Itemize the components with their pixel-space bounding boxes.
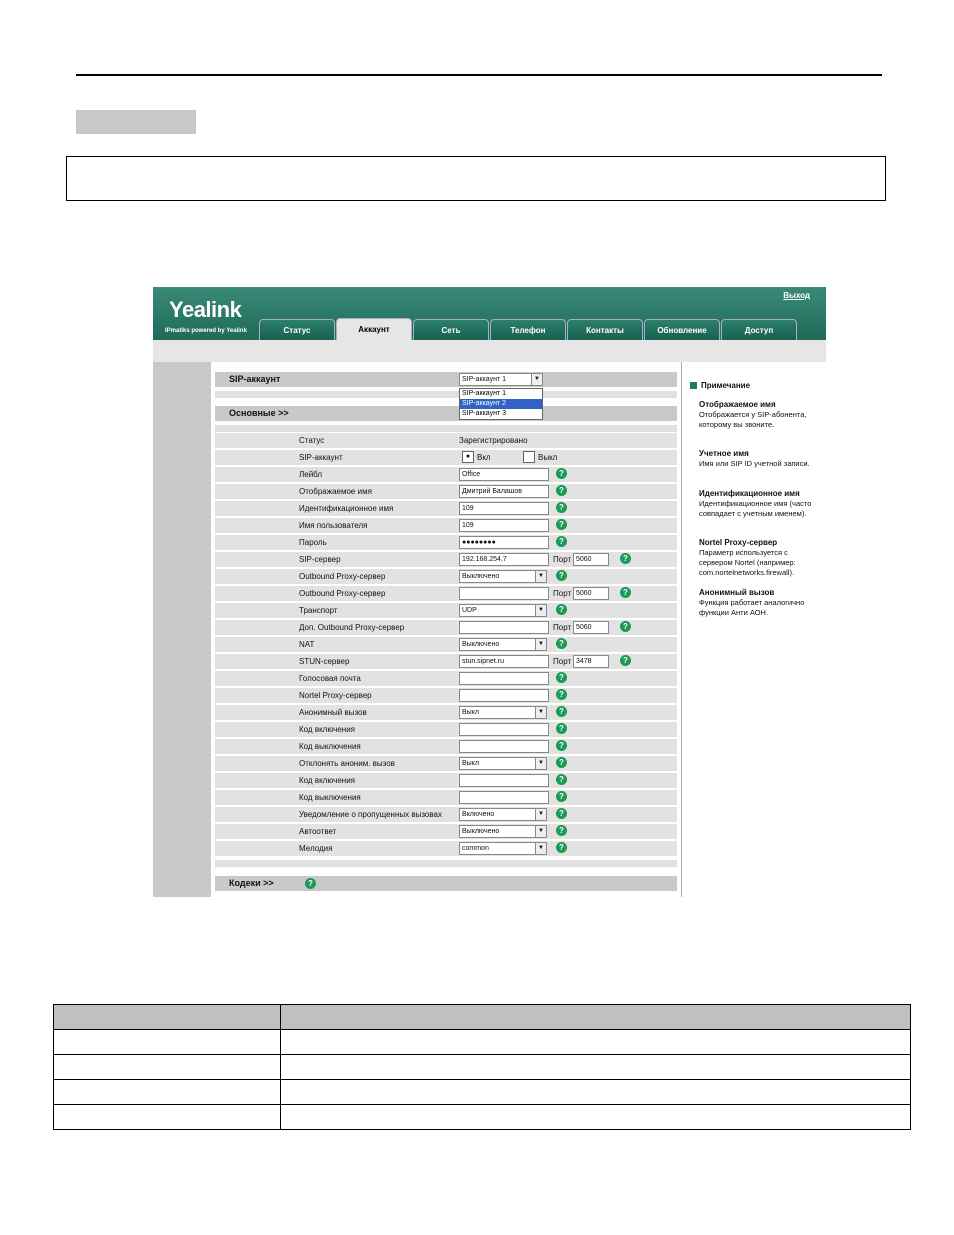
table-row [54,1055,911,1080]
outbound-select-label: Outbound Proxy-сервер [299,572,386,581]
stun-label: STUN-сервер [299,657,350,666]
port-label: Порт [553,555,572,564]
row-off-code-2 [215,790,677,805]
ringtone-label: Мелодия [299,844,333,853]
off-code-2-input[interactable] [459,791,549,804]
stun-port-input[interactable]: 3478 [573,655,609,668]
table-cell [54,1055,281,1080]
notes-pane [681,362,826,897]
help-icon[interactable]: ? [556,570,567,581]
nortel-label: Nortel Proxy-сервер [299,691,372,700]
auto-answer-label: Автоответ [299,827,337,836]
help-icon[interactable]: ? [556,485,567,496]
sip-account-section [215,372,677,387]
on-code-label: Код включения [299,725,355,734]
password-input[interactable]: ●●●●●●●● [459,536,549,549]
row-auto-answer [215,824,677,839]
sip-enable-label: SIP-аккаунт [299,453,343,462]
help-icon[interactable]: ? [556,689,567,700]
note-text: Функция работает аналогично функции Анти АОН. [699,598,805,617]
missed-calls-label: Уведомление о пропущенных вызовах [299,810,442,819]
row-sip-enable [215,450,677,465]
table-cell [281,1105,911,1130]
off-code-2-label: Код выключения [299,793,361,802]
radio-off[interactable] [523,451,535,463]
voicemail-input[interactable] [459,672,549,685]
status-value: Зарегистрировано [459,436,528,445]
transport-label: Транспорт [299,606,338,615]
on-code-2-label: Код включения [299,776,355,785]
row-missed-calls [215,807,677,822]
left-pane [153,362,211,897]
nat-select[interactable] [459,638,547,651]
nat-value: Выключено [462,641,500,648]
username-input[interactable]: 109 [459,519,549,532]
nortel-input[interactable] [459,689,549,702]
logout-link[interactable]: Выход [783,291,810,300]
display-name-input[interactable]: Дмитрий Балашов [459,485,549,498]
missed-calls-select[interactable] [459,808,547,821]
voicemail-label: Голосовая почта [299,674,361,683]
help-icon[interactable]: ? [556,502,567,513]
help-icon[interactable]: ? [556,825,567,836]
chevron-down-icon: ▼ [535,809,546,820]
note-text: Параметр используется с сервером Nortel (например: com.nortelnetworks.firewall). [699,548,796,577]
tab-phone[interactable]: Телефон [490,319,566,340]
table-cell [54,1080,281,1105]
tab-contacts[interactable]: Контакты [567,319,643,340]
account-form [211,362,681,897]
on-code-input[interactable] [459,723,549,736]
row-on-code [215,722,677,737]
anonymous-value: Выкл [462,709,479,716]
row-transport [215,603,677,618]
port-label: Порт [553,589,572,598]
help-icon[interactable]: ? [620,655,631,666]
table-header-cell [281,1005,911,1030]
row-outbound-select [215,569,677,584]
tab-network[interactable]: Сеть [413,319,489,340]
table-cell [281,1030,911,1055]
tab-account[interactable]: Аккаунт [336,318,412,340]
note-heading: Nortel Proxy-сервер [699,538,778,547]
auth-name-input[interactable]: 109 [459,502,549,515]
table-row [54,1105,911,1130]
divider [215,425,677,432]
divider [215,860,677,867]
row-voicemail [215,671,677,686]
chevron-down-icon: ▼ [535,639,546,650]
port-label: Порт [553,623,572,632]
row-stun [215,654,677,669]
status-label: Статус [299,436,325,445]
sip-server-label: SIP-сервер [299,555,341,564]
table-cell [281,1080,911,1105]
off-code-input[interactable] [459,740,549,753]
header-tag [76,110,196,134]
note-heading: Учетное имя [699,449,749,458]
note-text: Отображается у SIP-абонента, которому вы звоните. [699,410,807,429]
help-icon[interactable]: ? [556,791,567,802]
web-ui-screenshot [153,287,826,897]
backup-outbound-input[interactable] [459,621,549,634]
table-row [54,1080,911,1105]
top-rule [76,74,882,76]
dropdown-option[interactable]: SIP-аккаунт 1 [462,390,507,397]
row-nat [215,637,677,652]
off-code-label: Код выключения [299,742,361,751]
outbound-select-value: Выключено [462,573,500,580]
note-text: Имя или SIP ID учетной записи. [699,459,810,468]
row-reject-anonymous [215,756,677,771]
help-icon[interactable]: ? [556,774,567,785]
codecs-section[interactable] [215,876,677,891]
chevron-down-icon: ▼ [531,374,542,385]
chevron-down-icon: ▼ [535,758,546,769]
backup-outbound-label: Доп. Outbound Proxy-сервер [299,623,405,632]
auto-answer-select[interactable] [459,825,547,838]
row-anonymous [215,705,677,720]
help-icon[interactable]: ? [620,621,631,632]
help-icon[interactable]: ? [305,878,316,889]
help-icon[interactable]: ? [556,604,567,615]
radio-on[interactable]: ● [462,451,474,463]
note-heading: Анонимный вызов [699,588,775,597]
nat-label: NAT [299,640,315,649]
logo-subtitle: IPmatiks powered by Yealink [165,328,247,334]
table-header [54,1005,911,1030]
sip-account-select[interactable] [459,373,543,386]
label-label: Лейбл [299,470,323,479]
reject-anonymous-label: Отклонять аноним. вызов [299,759,395,768]
chevron-down-icon: ▼ [535,843,546,854]
ringtone-select[interactable] [459,842,547,855]
label-input[interactable]: Office [459,468,549,481]
stun-input[interactable]: stun.sipnet.ru [459,655,549,668]
missed-calls-value: Включено [462,811,495,818]
parameter-table [53,1004,911,1130]
sip-account-dropdown-list [459,388,543,420]
row-off-code [215,739,677,754]
help-icon[interactable]: ? [620,587,631,598]
table-cell [54,1030,281,1055]
transport-value: UDP [462,607,477,614]
chevron-down-icon: ▼ [535,571,546,582]
help-icon[interactable]: ? [556,723,567,734]
radio-off-label: Выкл [538,453,558,462]
radio-on-label: Вкл [477,453,491,462]
chevron-down-icon: ▼ [535,826,546,837]
row-label [215,467,677,482]
dropdown-option[interactable]: SIP-аккаунт 3 [462,410,507,417]
sip-server-port-input[interactable]: 5060 [573,553,609,566]
auto-answer-value: Выключено [462,828,500,835]
help-icon[interactable]: ? [556,519,567,530]
password-label: Пароль [299,538,327,547]
tab-access[interactable]: Доступ [721,319,797,340]
row-username [215,518,677,533]
codecs-label: Кодеки >> [229,878,274,888]
row-outbound-server [215,586,677,601]
row-backup-outbound [215,620,677,635]
text-frame [66,156,886,201]
display-name-label: Отображаемое имя [299,487,372,496]
row-on-code-2 [215,773,677,788]
note-text: Идентификационное имя (часто совпадает с учетным именем). [699,499,812,518]
row-display-name [215,484,677,499]
username-label: Имя пользователя [299,521,368,530]
transport-select[interactable] [459,604,547,617]
row-sip-server [215,552,677,567]
help-icon[interactable]: ? [556,706,567,717]
sub-bar [153,340,826,363]
sip-account-label: SIP-аккаунт [229,374,281,384]
help-icon[interactable]: ? [556,842,567,853]
sip-account-selected: SIP-аккаунт 1 [462,376,507,383]
tab-update[interactable]: Обновление [644,319,720,340]
on-code-2-input[interactable] [459,774,549,787]
help-icon[interactable]: ? [556,468,567,479]
basic-section[interactable]: Основные >> [215,406,677,421]
notes-title: Примечание [701,381,751,390]
ui-header [153,287,826,340]
reject-anonymous-select[interactable] [459,757,547,770]
help-icon[interactable]: ? [556,638,567,649]
anonymous-select[interactable] [459,706,547,719]
yealink-logo: Yealink [169,297,242,322]
reject-anonymous-value: Выкл [462,760,479,767]
table-cell [54,1105,281,1130]
table-row [54,1030,911,1055]
help-icon[interactable]: ? [620,553,631,564]
auth-name-label: Идентификационное имя [299,504,394,513]
row-ringtone [215,841,677,856]
outbound-select[interactable] [459,570,547,583]
backup-port-input[interactable]: 5060 [573,621,609,634]
help-icon[interactable]: ? [556,740,567,751]
chevron-down-icon: ▼ [535,707,546,718]
row-auth-name [215,501,677,516]
chevron-down-icon: ▼ [535,605,546,616]
tab-status[interactable]: Статус [259,319,335,340]
nav-tabs [259,318,797,340]
row-status [215,433,677,448]
help-icon[interactable]: ? [556,672,567,683]
dropdown-option-highlighted[interactable]: SIP-аккаунт 2 [460,399,542,409]
help-icon[interactable]: ? [556,536,567,547]
note-icon [690,382,697,389]
outbound-server-label: Outbound Proxy-сервер [299,589,386,598]
anonymous-label: Анонимный вызов [299,708,367,717]
divider [215,391,677,398]
help-icon[interactable]: ? [556,757,567,768]
table-cell [281,1055,911,1080]
sip-server-input[interactable]: 192.168.254.7 [459,553,549,566]
outbound-port-input[interactable]: 5060 [573,587,609,600]
note-heading: Отображаемое имя [699,400,776,409]
note-heading: Идентификационное имя [699,489,800,498]
port-label: Порт [553,657,572,666]
table-header-cell [54,1005,281,1030]
outbound-server-input[interactable] [459,587,549,600]
row-nortel [215,688,677,703]
row-password [215,535,677,550]
ringtone-value: common [462,845,489,852]
help-icon[interactable]: ? [556,808,567,819]
